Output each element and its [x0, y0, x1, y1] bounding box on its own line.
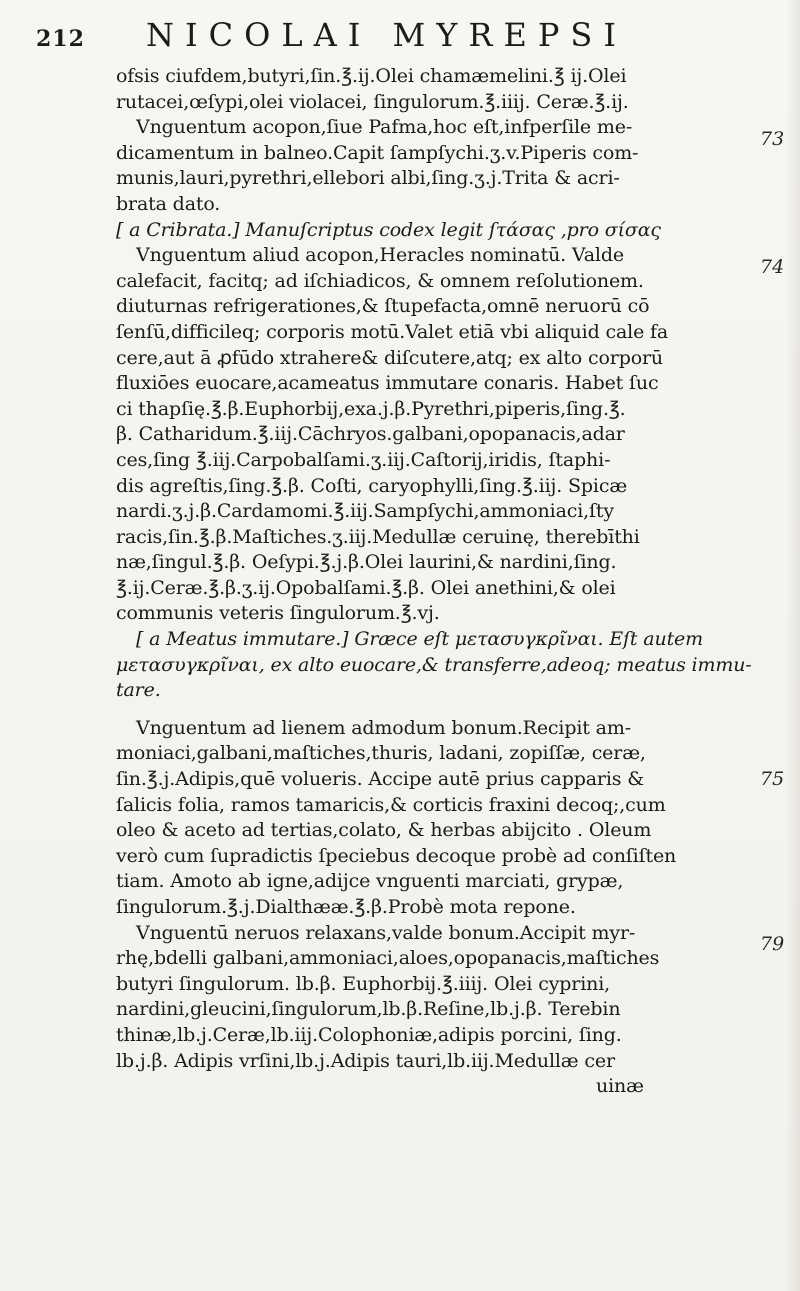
note-line: tare.	[116, 679, 161, 702]
text-line: ces,ſing ℥.iij.Carpobalſami.ʒ.iij.Caſtorij,iridis, ſtaphi-	[116, 448, 611, 471]
text-line: diuturnas refrigerationes,& ſtupefacta,omnē neruorū cō	[116, 295, 650, 318]
text-line: nardi.ʒ.j.β.Cardamomi.℥.iij.Sampſychi,ammoniaci,ſty	[116, 500, 615, 523]
text-line: oleo & aceto ad tertias,colato, & herbas abijcito . Oleum	[116, 819, 652, 842]
text-line: rhę,bdelli galbani,ammoniaci,aloes,opopanacis,maſtiches	[116, 947, 660, 970]
text-line: munis,lauri,pyrethri,ellebori albi,ſing.ʒ.j.Trita & acri-	[116, 167, 620, 190]
note-line: [ a Cribrata.] Manuſcriptus codex legit ſτάσας ,pro σίσας	[116, 218, 661, 241]
page-header	[36, 10, 776, 54]
text-line: racis,ſin.℥.β.Maſtiches.ʒ.iij.Medullæ ceruinę, therebīthi	[116, 525, 640, 548]
text-line: verò cum ſupradictis ſpeciebus decoque probè ad conſiſten	[116, 844, 677, 867]
text-line: Vnguentum aliud acopon,Heracles nominatū. Valde	[136, 244, 624, 267]
text-line: nardini,gleucini,ſingulorum,lb.β.Reſine,lb.j.β. Terebin	[116, 998, 621, 1021]
text-line: ſalicis folia, ramos tamaricis,& corticis fraxini decoq;,cum	[116, 793, 666, 816]
text-line: fluxiōes euocare,acameatus immutare conaris. Habet ſuc	[116, 372, 659, 395]
text-line: tiam. Amoto ab igne,adijce vnguenti marciati, grypæ,	[116, 870, 624, 893]
note-line: [ a Meatus immutare.] Græce eſt μετασυγκρῖναι. Eſt autem	[136, 628, 704, 651]
text-line: ℥.ij.Ceræ.℥.β.ʒ.ij.Opobalſami.℥.β. Olei anethini,& olei	[116, 576, 616, 599]
margin-number: 74	[760, 256, 785, 278]
text-line: β. Catharidum.℥.iij.Cāchryos.galbani,opopanacis,adar	[116, 423, 625, 446]
margin-number: 79	[760, 933, 785, 955]
text-line: ofsis ciufdem,butyri,ſin.℥.ij.Olei chamæmelini.℥ ij.Olei	[116, 65, 627, 87]
text-line: lb.j.β. Adipis vrſini,lb.j.Adipis tauri,lb.iij.Medullæ cer	[116, 1049, 615, 1072]
text-line: Vnguentū neruos relaxans,valde bonum.Accipit myr-	[136, 921, 636, 944]
text-line: rutacei,œſypi,olei violacei, ſingulorum.℥.iiij. Ceræ.℥.ij.	[116, 90, 629, 113]
running-head: NICOLAI MYREPSI	[146, 16, 627, 54]
text-line: calefacit, facitq; ad iſchiadicos, & omnem reſolutionem.	[116, 269, 644, 292]
text-line: ci thapſię.℥.β.Euphorbij,exa.j.β.Pyrethri,piperis,ſing.℥.	[116, 397, 626, 420]
text-line: dicamentum in balneo.Capit ſampſychi.ʒ.v.Piperis com-	[116, 141, 639, 164]
text-line: uinæ	[596, 1075, 644, 1098]
text-line: næ,ſingul.℥.β. Oeſypi.℥.j.β.Olei laurini,& nardini,ſing.	[116, 551, 617, 574]
margin-number: 73	[760, 128, 785, 150]
text-line: thinæ,lb.j.Ceræ,lb.iij.Colophoniæ,adipis porcini, ſing.	[116, 1023, 622, 1046]
page-edge-shadow	[786, 0, 800, 1291]
text-line: ſingulorum.℥.j.Dialthææ.℥.β.Probè mota repone.	[116, 896, 576, 918]
page-number: 212	[36, 26, 85, 52]
main-text	[116, 64, 752, 1100]
text-line: ſin.℥.j.Adipis,quē volueris. Accipe autē prius capparis &	[116, 768, 645, 791]
note-line: μετασυγκρῖναι, ex alto euocare,& transferre,adeoq; meatus immu-	[116, 653, 752, 676]
text-line: butyri ſingulorum. lb.β. Euphorbij.℥.iiij. Olei cyprini,	[116, 972, 611, 995]
text-line: moniaci,galbani,maſtiches,thuris, ladani, zopiſſæ, ceræ,	[116, 742, 646, 765]
text-line: cere,aut ā ꝓfūdo xtrahere& diſcutere,atq; ex alto corporū	[116, 346, 664, 369]
text-line: communis veteris ſingulorum.℥.vj.	[116, 602, 440, 625]
text-line: brata dato.	[116, 192, 221, 215]
text-line: Vnguentum ad lienem admodum bonum.Recipit am-	[136, 716, 631, 739]
margin-number: 75	[760, 768, 785, 790]
text-line: dis agreſtis,ſing.℥.β. Coſti, caryophylli,ſing.℥.iij. Spicæ	[116, 474, 628, 497]
text-line: Vnguentum acopon,ſiue Pafma,hoc eſt,infperſile me-	[136, 116, 633, 139]
blank-line	[116, 704, 676, 716]
text-line: ſenſū,difficileq; corporis motū.Valet etiā vbi aliquid cale fa	[116, 320, 669, 343]
